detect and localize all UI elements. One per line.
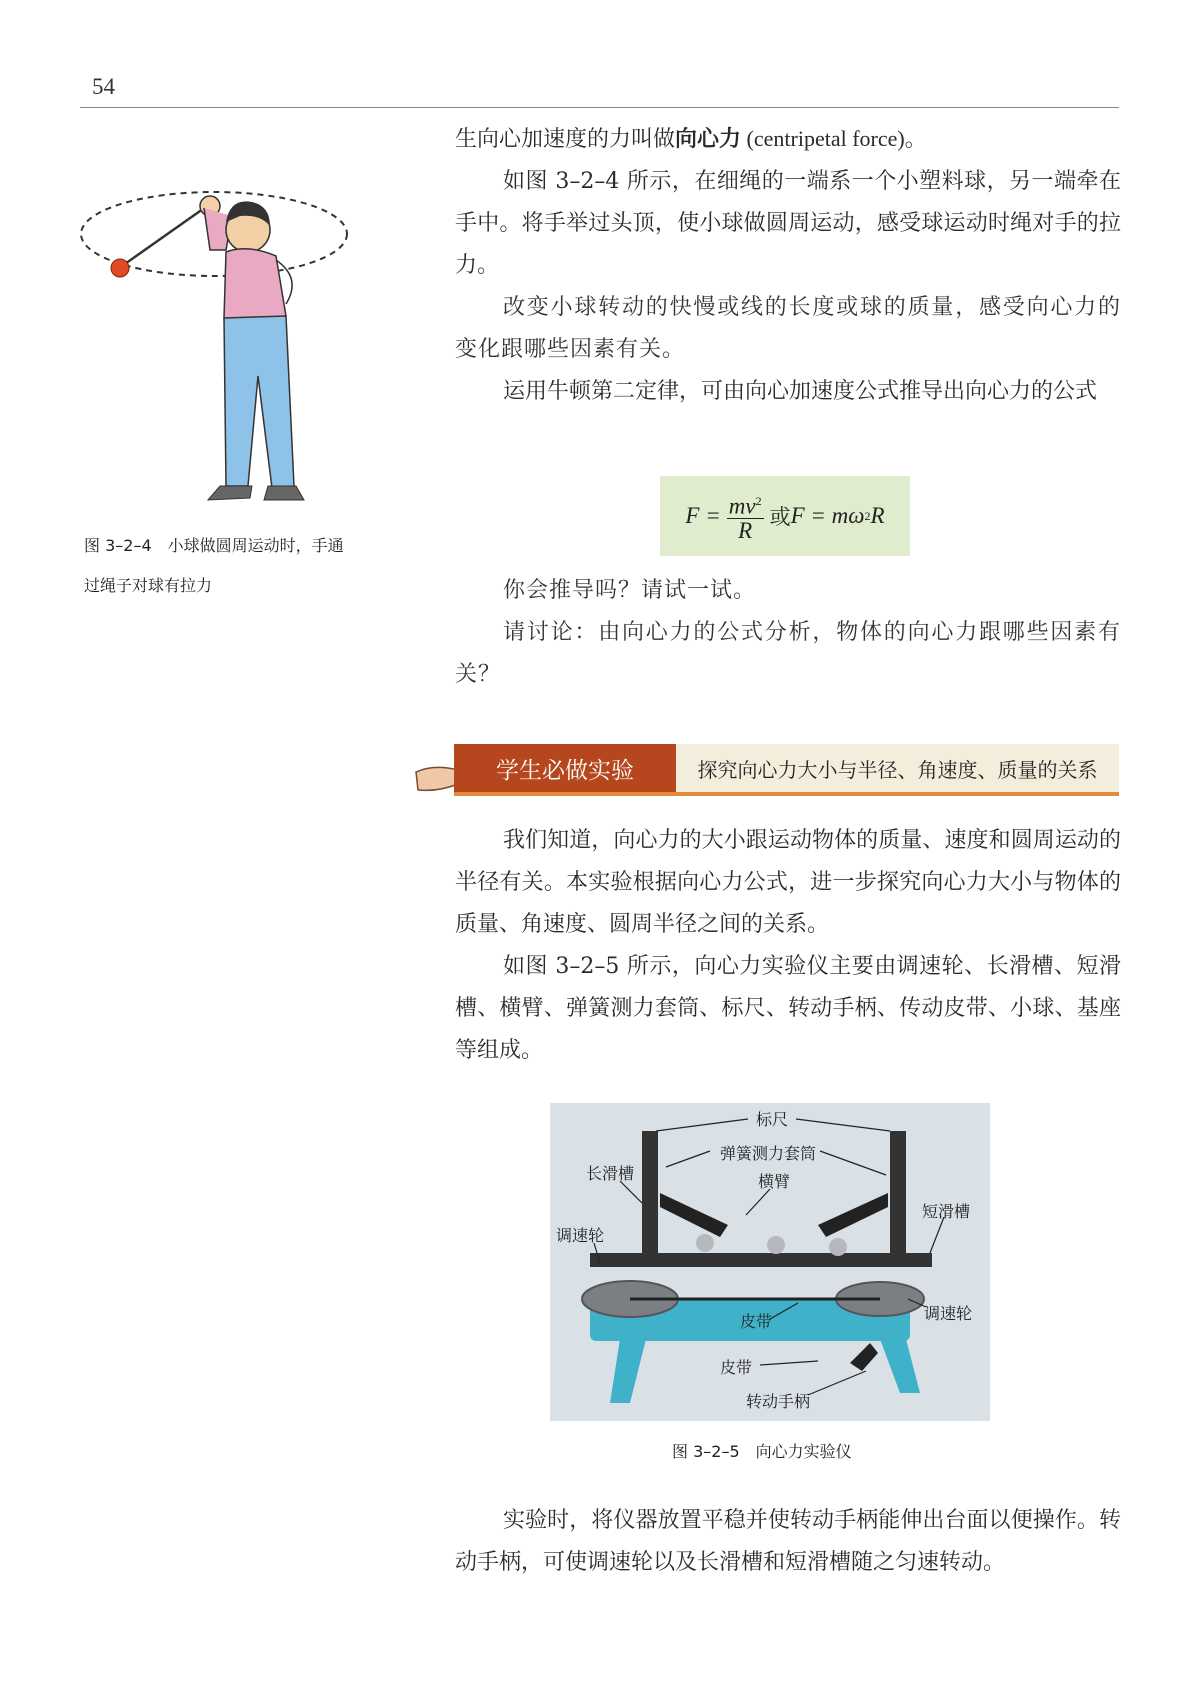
- paragraph-experiment-purpose: 我们知道，向心力的大小跟运动物体的质量、速度和圆周运动的半径有关。本实验根据向心力公式，进一步探究向心力大小与物体的质量、角速度、圆周半径之间的关系。: [455, 828, 1121, 937]
- label-arm: 横臂: [758, 1172, 791, 1191]
- figure-3-2-4-caption-line1: 图 3–2–4 小球做圆周运动时，手通: [84, 536, 344, 555]
- main-text-block: [455, 118, 1121, 413]
- paragraph-experiment-intro: 如图 3–2–4 所示，在细绳的一端系一个小塑料球，另一端牵在手中。将手举过头顶，使小球做圆周运动，感受球运动时绳对手的拉力。: [455, 169, 1121, 278]
- label-short-slot: 短滑槽: [922, 1202, 971, 1221]
- term-centripetal-force: 向心力: [675, 127, 742, 152]
- banner-rule: [454, 792, 1119, 796]
- header-rule: [80, 107, 1119, 108]
- paragraph-try: 你会推导吗？请试一试。: [503, 578, 757, 603]
- banner-title: 探究向心力大小与半径、角速度、质量的关系: [676, 744, 1119, 792]
- label-speed-wheel-right: 调速轮: [924, 1304, 973, 1323]
- paragraph-activity: 改变小球转动的快慢或线的长度或球的质量，感受向心力的变化跟哪些因素有关。: [455, 295, 1121, 362]
- paragraph-newton-law: 运用牛顿第二定律，可由向心加速度公式推导出向心力的公式: [503, 379, 1098, 404]
- label-handle: 转动手柄: [746, 1392, 811, 1411]
- boy-swinging-ball-illustration: [80, 186, 376, 516]
- banner-tag: 学生必做实验: [454, 744, 676, 792]
- label-ruler: 标尺: [756, 1110, 789, 1129]
- label-long-slot: 长滑槽: [586, 1164, 635, 1183]
- main-text-block-2: [455, 570, 1121, 696]
- paragraph-apparatus-components: 如图 3–2–5 所示，向心力实验仪主要由调速轮、长滑槽、短滑槽、横臂、弹簧测力套筒、标尺、转动手柄、传动皮带、小球、基座等组成。: [455, 954, 1121, 1063]
- label-belt-bottom: 皮带: [720, 1358, 753, 1377]
- centripetal-force-apparatus-photo: [550, 1103, 990, 1421]
- paragraph-centripetal-force: 生向心加速度的力叫做向心力 (centripetal force)。: [455, 126, 927, 152]
- paragraph-procedure: 实验时，将仪器放置平稳并使转动手柄能伸出台面以便操作。转动手柄，可使调速轮以及长滑槽和短滑槽随之匀速转动。: [455, 1508, 1121, 1575]
- figure-3-2-5-caption: 图 3–2–5 向心力实验仪: [672, 1442, 852, 1461]
- centripetal-force-formula: F = $\frac{mv^2}{R}$ 或 F = mω 2 R: [660, 476, 910, 556]
- required-experiment-banner: [414, 744, 1119, 800]
- label-belt-top: 皮带: [740, 1312, 773, 1331]
- experiment-text-block: [455, 820, 1121, 1072]
- page-number: 54: [92, 74, 115, 99]
- label-speed-wheel-left: 调速轮: [556, 1226, 605, 1245]
- procedure-text-block: [455, 1500, 1121, 1584]
- formula-fraction: $\frac{mv^2}{R}$: [727, 489, 764, 544]
- figure-3-2-4-caption-line2: 过绳子对球有拉力: [84, 576, 213, 595]
- paragraph-discuss: 请讨论：由向心力的公式分析，物体的向心力跟哪些因素有关？: [455, 620, 1121, 687]
- label-spring-sleeve: 弹簧测力套筒: [720, 1144, 817, 1163]
